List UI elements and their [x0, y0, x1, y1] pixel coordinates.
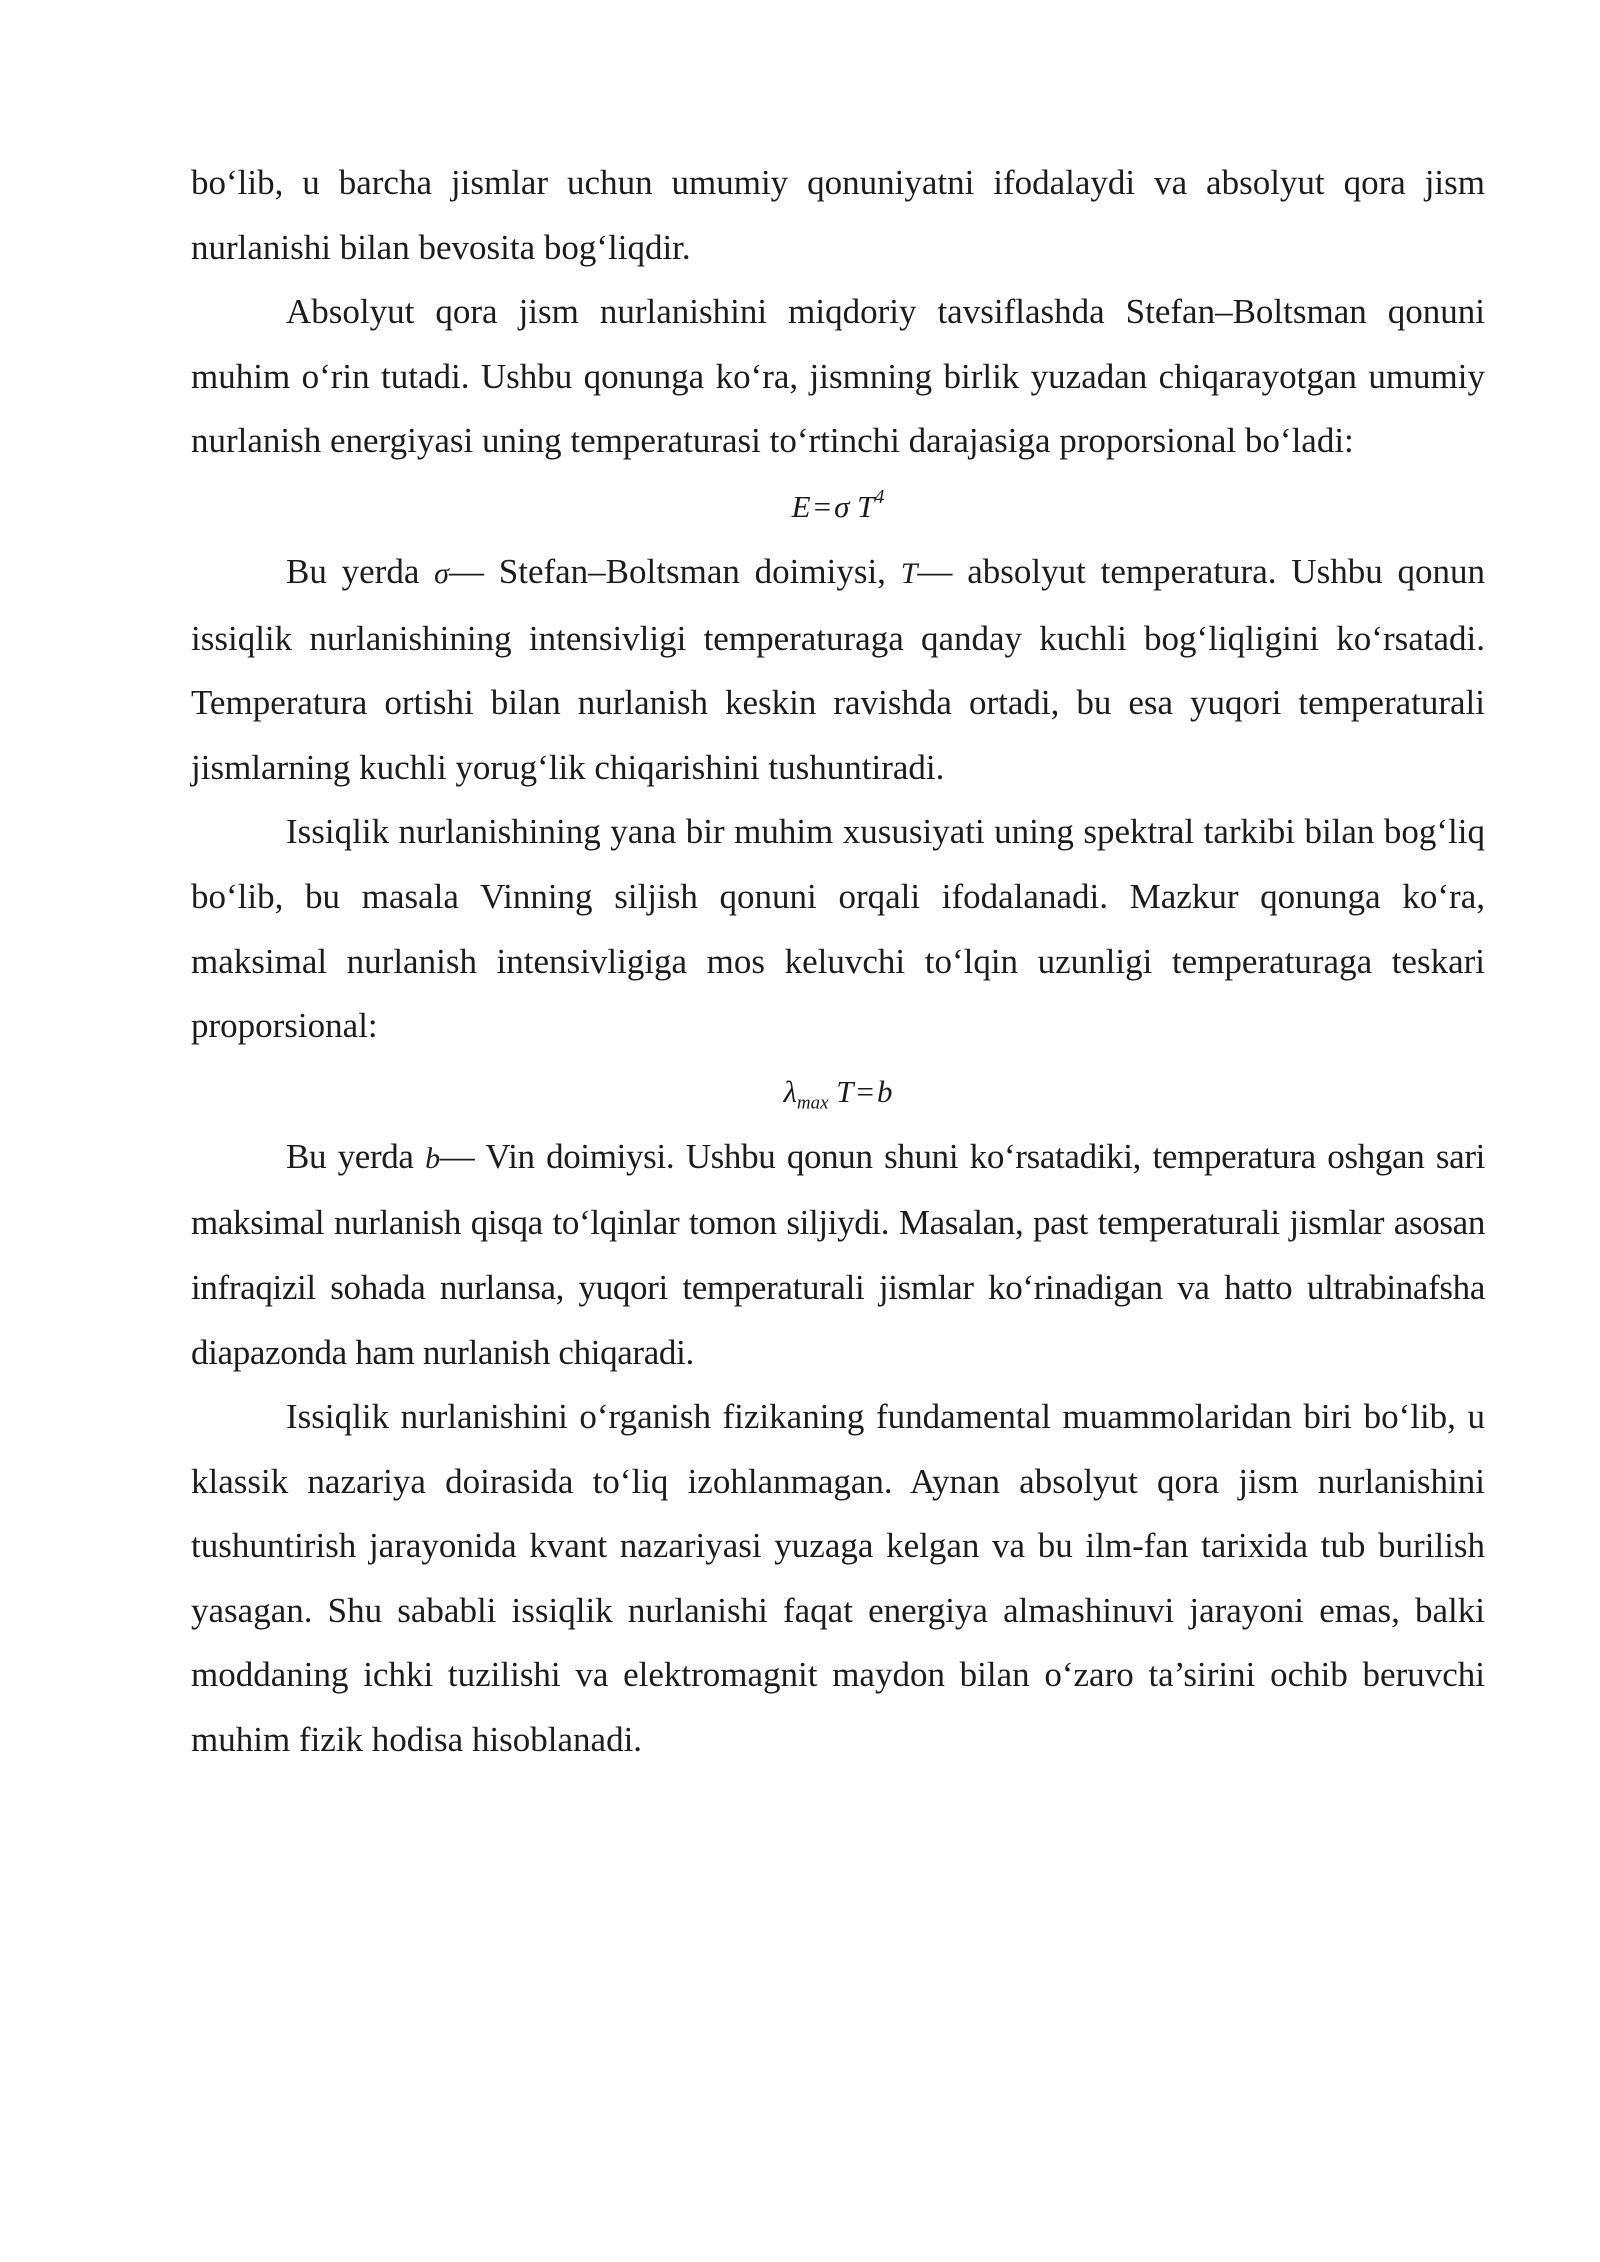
document-body	[191, 151, 1485, 1773]
formula-equals-sign: =	[813, 488, 832, 524]
inline-wien-constant-symbol: b	[425, 1141, 440, 1175]
paragraph-wien-explanation	[191, 1125, 1485, 1385]
formula-temperature-symbol: T	[836, 1073, 854, 1109]
formula-lambda-symbol: λ	[783, 1073, 797, 1109]
paragraph-stefan-boltzmann-intro: Absolyut qora jism nurlanishini miqdoriy tavsiflashda Stefan–Boltsman qonuni muhim o‘rin tutadi. Ushbu qonunga ko‘ra, jismning birlik yuzadan chiqarayotgan umumiy nurlanish energiyasi uning temperaturasi to‘rtinchi darajasiga proporsional bo‘ladi:	[191, 292, 1485, 461]
paragraph-text: — Vin doimiysi. Ushbu qonun shuni ko‘rsatadiki, temperatura oshgan sari maksimal nurlanish qisqa to‘lqinlar tomon siljiydi. Masalan, past temperaturali jismlar asosan infraqizil sohada nurlansa, yuqori temperaturali jismlar ko‘rinadigan va hatto ultrabinafsha diapazonda ham nurlanish chiqaradi.	[191, 1136, 1485, 1372]
formula-energy-symbol: E	[791, 488, 811, 524]
paragraph-text: Bu yerda	[286, 551, 435, 591]
formula-wien-constant-symbol: b	[877, 1073, 893, 1109]
paragraph-stefan-boltzmann-explanation	[191, 540, 1485, 800]
formula-subscript-max: max	[796, 1092, 829, 1114]
formula-wien	[191, 1059, 1485, 1125]
formula-temperature-symbol: T	[857, 488, 875, 524]
inline-sigma-symbol: σ	[434, 556, 449, 590]
formula-stefan-boltzmann	[191, 474, 1485, 540]
paragraph-conclusion: Issiqlik nurlanishini o‘rganish fizikaning fundamental muammolaridan biri bo‘lib, u klassik nazariya doirasida to‘liq izohlanmagan. Aynan absolyut qora jism nurlanishini tushuntirish jarayonida kvant nazariyasi yuzaga kelgan va bu ilm-fan tarixida tub burilish yasagan. Shu sababli issiqlik nurlanishi faqat energiya almashinuvi jarayoni emas, balki moddaning ichki tuzilishi va elektromagnit maydon bilan o‘zaro ta’sirini ochib beruvchi muhim fizik hodisa hisoblanadi.	[191, 1397, 1485, 1760]
inline-temperature-symbol: T	[900, 556, 918, 590]
paragraph-text: — Stefan–Boltsman doimiysi,	[448, 551, 901, 591]
paragraph-text: Bu yerda	[286, 1136, 426, 1176]
formula-sigma-symbol: σ	[834, 488, 850, 524]
paragraph-continuation: bo‘lib, u barcha jismlar uchun umumiy qonuniyatni ifodalaydi va absolyut qora jism nurlanishi bilan bevosita bog‘liqdir.	[191, 163, 1485, 267]
paragraph-text: — absolyut temperatura. Ushbu qonun issiqlik nurlanishining intensivligi temperaturaga qanday kuchli bog‘liqligini ko‘rsatadi. Temperatura ortishi bilan nurlanish keskin ravishda ortadi, bu esa yuqori temperaturali jismlarning kuchli yorug‘lik chiqarishini tushuntiradi.	[191, 551, 1485, 787]
paragraph-wien-intro: Issiqlik nurlanishining yana bir muhim xususiyati uning spektral tarkibi bilan bog‘liq bo‘lib, bu masala Vinning siljish qonuni orqali ifodalanadi. Mazkur qonunga ko‘ra, maksimal nurlanish intensivligiga mos keluvchi to‘lqin uzunligi temperaturaga teskari proporsional:	[191, 812, 1485, 1046]
formula-exponent: 4	[874, 485, 885, 508]
formula-equals-sign: =	[856, 1073, 875, 1109]
